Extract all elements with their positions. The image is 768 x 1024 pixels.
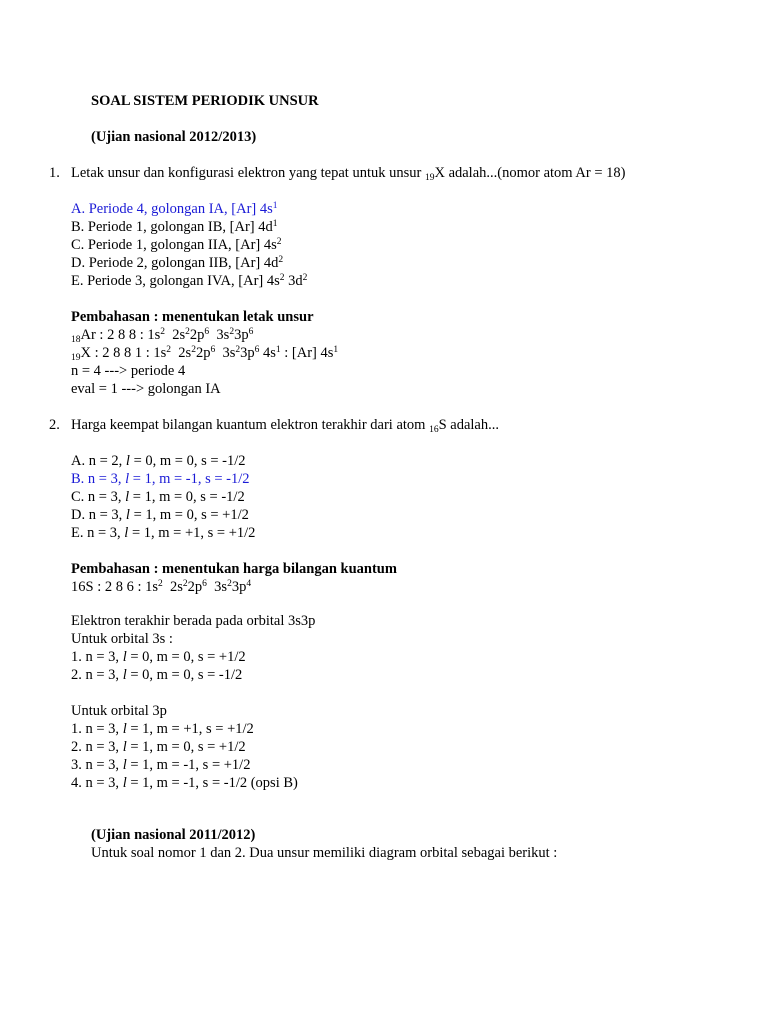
q1-option-d: D. Periode 2, golongan IIB, [Ar] $4d^2$ xyxy=(71,255,284,271)
q2-orbital-3s-line: 1. n = 3, l = 0, m = 0, s = +1/2 xyxy=(71,649,246,665)
document-title: SOAL SISTEM PERIODIK UNSUR xyxy=(91,93,319,109)
q2-orbital-3p-line: 1. n = 3, l = 1, m = +1, s = +1/2 xyxy=(71,721,254,737)
q2-orbital-3s-title: Untuk orbital 3s : xyxy=(71,631,173,647)
exam-year-heading-2012: (Ujian nasional 2011/2012) xyxy=(91,827,256,843)
q2-option-b: B. n = 3, l = 1, m = -1, s = -1/2 xyxy=(71,471,250,487)
q2-last-electron: Elektron terakhir berada pada orbital 3s3p xyxy=(71,613,316,629)
q2-option-d: D. n = 3, l = 1, m = 0, s = +1/2 xyxy=(71,507,249,523)
q1-ar-configuration: $_{18}$Ar : 2 8 8 : $1s^2$ $2s^22p^6$ $3s^23p^6$ xyxy=(71,327,254,345)
q2-option-a: A. n = 2, l = 0, m = 0, s = -1/2 xyxy=(71,453,246,469)
q1-option-e: E. Periode 3, golongan IVA, [Ar] $4s^2$ $3d^2$ xyxy=(71,273,308,289)
question-1-number: 1. xyxy=(49,165,60,181)
exam-year-heading: (Ujian nasional 2012/2013) xyxy=(91,129,257,145)
q2-orbital-3s-line: 2. n = 3, l = 0, m = 0, s = -1/2 xyxy=(71,667,243,683)
q2-orbital-3p-line: 2. n = 3, l = 1, m = 0, s = +1/2 xyxy=(71,739,246,755)
q1-x-configuration: $_{19}$X : 2 8 8 1 : $1s^2$ $2s^22p^6$ $3s^23p^6$ $4s^1$ : [Ar] $4s^1$ xyxy=(71,345,339,363)
q2-discussion-title: Pembahasan : menentukan harga bilangan kuantum xyxy=(71,561,397,577)
question-2-number: 2. xyxy=(49,417,60,433)
q1-discussion-title: Pembahasan : menentukan letak unsur xyxy=(71,309,314,325)
q2-orbital-3p-line: 4. n = 3, l = 1, m = -1, s = -1/2 (opsi B) xyxy=(71,775,298,791)
intro-2012-text: Untuk soal nomor 1 dan 2. Dua unsur memiliki diagram orbital sebagai berikut : xyxy=(91,845,558,861)
q2-s-configuration: 16S : 2 8 6 : $1s^2$ $2s^22p^6$ $3s^23p^4$ xyxy=(71,579,252,595)
q2-option-c: C. n = 3, l = 1, m = 0, s = -1/2 xyxy=(71,489,245,505)
question-2-text: Harga keempat bilangan kuantum elektron terakhir dari atom $_{16}$S adalah... xyxy=(71,417,499,435)
q1-option-a: A. Periode 4, golongan IA, [Ar] $4s^1$ xyxy=(71,201,278,217)
q1-group: eval = 1 ---> golongan IA xyxy=(71,381,221,397)
q1-option-c: C. Periode 1, golongan IIA, [Ar] $4s^2$ xyxy=(71,237,282,253)
q1-period: n = 4 ---> periode 4 xyxy=(71,363,186,379)
q2-orbital-3p-line: 3. n = 3, l = 1, m = -1, s = +1/2 xyxy=(71,757,251,773)
question-1-text: Letak unsur dan konfigurasi elektron yang tepat untuk unsur $_{19}$X adalah...(nomor atom Ar = 18) xyxy=(71,165,626,183)
q2-orbital-3p-title: Untuk orbital 3p xyxy=(71,703,167,719)
q2-option-e: E. n = 3, l = 1, m = +1, s = +1/2 xyxy=(71,525,256,541)
q1-option-b: B. Periode 1, golongan IB, [Ar] $4d^1$ xyxy=(71,219,278,235)
